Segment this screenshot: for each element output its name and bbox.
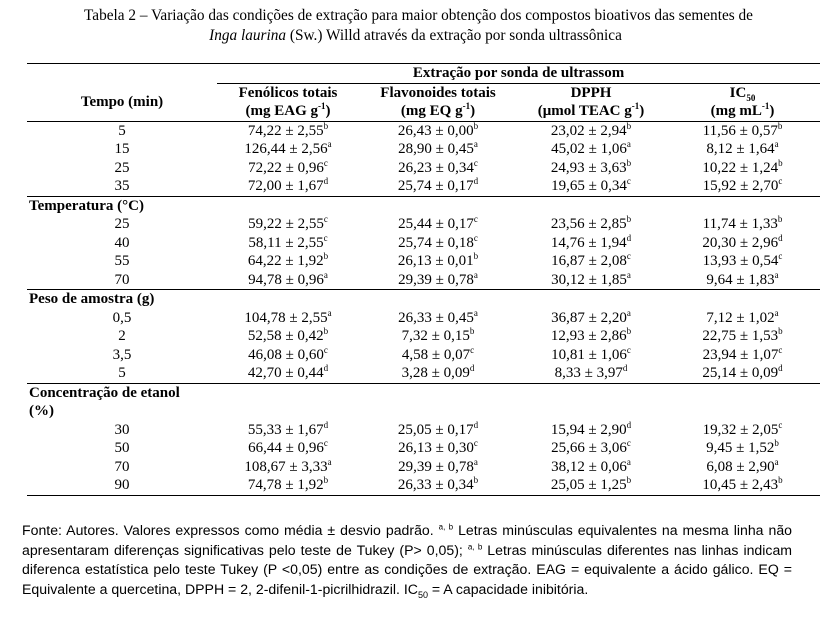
cell-value: 42,70 ± 0,44 — [247, 365, 324, 382]
cell-value: 9,64 ± 1,83 — [706, 271, 775, 288]
cell-letter: a — [774, 456, 779, 467]
cell-value: 4,58 ± 0,07 — [401, 346, 471, 363]
cell-value: 10,81 ± 1,06 — [551, 346, 627, 363]
cell-value: 52,58 ± 0,42 — [247, 328, 324, 345]
cell-letter: c — [626, 251, 631, 262]
table-cell — [359, 327, 517, 346]
cell-value: 25,05 ± 0,17 — [397, 421, 474, 438]
table-row — [27, 140, 820, 159]
cell-letter: c — [626, 438, 631, 449]
cell-value: 24,93 ± 3,63 — [550, 159, 627, 176]
col-header-flavonoids: Flavonoides totais — [380, 84, 496, 101]
cell-letter: d — [626, 232, 632, 243]
row-label: 70 — [114, 458, 130, 475]
table-cell — [665, 271, 820, 290]
header-blank — [27, 64, 217, 84]
cell-letter: d — [778, 363, 783, 374]
table-cell — [217, 309, 359, 328]
row-label: 5 — [118, 122, 126, 139]
table-cell — [359, 140, 517, 159]
row-label: 2 — [118, 328, 126, 345]
row-label: 90 — [27, 476, 217, 495]
table-row — [27, 121, 820, 140]
cell-value: 9,45 ± 1,52 — [706, 440, 775, 457]
cell-value: 108,67 ± 3,33 — [244, 458, 328, 475]
caption-line-1: Tabela 2 – Variação das condições de extração para maior obtenção dos compostos bioativos das sementes de — [84, 7, 753, 24]
table-cell — [359, 252, 517, 271]
cell-value: 3,28 ± 0,09 — [401, 365, 470, 382]
table-cell — [665, 327, 820, 346]
cell-value: 8,33 ± 3,97 — [554, 365, 623, 382]
table-cell — [217, 346, 359, 365]
cell-value: 26,43 ± 0,00 — [397, 122, 474, 139]
table-cell — [217, 476, 359, 495]
table-row — [27, 234, 820, 253]
cell-value: 45,02 ± 1,06 — [551, 141, 627, 158]
cell-letter: d — [778, 232, 783, 243]
col-header-time: Tempo (min) — [27, 83, 217, 121]
group-title: Temperatura (°C) — [27, 196, 820, 215]
cell-value: 11,74 ± 1,33 — [702, 216, 778, 233]
cell-letter: c — [473, 214, 478, 225]
table-cell — [665, 364, 820, 383]
cell-letter: c — [778, 419, 783, 430]
table-cell — [665, 346, 820, 365]
table-row — [27, 159, 820, 178]
cell-letter: a — [473, 307, 478, 318]
cell-value: 28,90 ± 0,45 — [398, 141, 474, 158]
table-cell — [217, 271, 359, 290]
col-unit-phenolics: (mg EAG $g^{-1}$) — [217, 102, 359, 121]
cell-letter: b — [626, 475, 632, 486]
table-cell — [217, 121, 359, 140]
table-cell — [517, 271, 665, 290]
row-label: 70 — [114, 271, 130, 288]
group-header-row — [27, 290, 820, 309]
cell-value: 126,44 ± 2,56 — [244, 141, 328, 158]
cell-value: 7,32 ± 0,15 — [401, 328, 470, 345]
cell-letter: b — [777, 120, 783, 131]
table-cell — [517, 140, 665, 159]
table-cell — [217, 234, 359, 253]
table-row — [27, 421, 820, 440]
cell-letter: a — [774, 307, 779, 318]
cell-value: 22,75 ± 1,53 — [702, 328, 779, 345]
group-header-row — [27, 402, 820, 421]
group-header-row — [27, 383, 820, 402]
cell-letter: d — [323, 176, 329, 187]
cell-value: 72,00 ± 1,67 — [247, 178, 324, 195]
cell-value: 23,56 ± 2,85 — [550, 216, 627, 233]
cell-value: 15,94 ± 2,90 — [550, 421, 627, 438]
table-cell — [217, 159, 359, 178]
group-title-continued: (%) — [29, 403, 54, 420]
cell-value: 26,33 ± 0,45 — [398, 309, 474, 326]
table-cell — [359, 439, 517, 458]
row-label: 35 — [114, 178, 130, 195]
row-label: 25 — [114, 216, 130, 233]
cell-value: 94,78 ± 0,96 — [248, 271, 324, 288]
cell-letter: b — [778, 475, 783, 486]
cell-letter: b — [323, 251, 329, 262]
table-row — [27, 252, 820, 271]
cell-letter: d — [622, 363, 628, 374]
cell-letter: d — [626, 419, 632, 430]
table-row — [27, 177, 820, 196]
cell-letter: c — [778, 176, 783, 187]
cell-letter: b — [473, 120, 479, 131]
table-row — [27, 458, 820, 477]
table-row — [27, 309, 820, 328]
table-cell — [517, 252, 665, 271]
cell-letter: c — [323, 157, 328, 168]
cell-value: 38,12 ± 0,06 — [551, 458, 627, 475]
table-cell — [217, 458, 359, 477]
table-cell — [517, 346, 665, 365]
cell-value: 66,44 ± 0,96 — [248, 440, 324, 457]
cell-letter: a — [626, 307, 631, 318]
table-cell — [665, 421, 820, 440]
row-label: 50 — [114, 440, 130, 457]
cell-value: 12,93 ± 2,86 — [550, 328, 627, 345]
cell-letter: c — [778, 251, 783, 262]
table-cell — [665, 439, 820, 458]
table-cell — [665, 234, 820, 253]
col-header-ic50: $IC_{50}$ — [729, 84, 756, 103]
cell-letter: a — [323, 269, 328, 280]
table-cell — [665, 177, 820, 196]
table-cell — [517, 364, 665, 383]
table-cell — [359, 364, 517, 383]
cell-letter: a — [626, 139, 631, 150]
cell-value: 13,93 ± 0,54 — [702, 253, 779, 270]
cell-letter: c — [323, 344, 328, 355]
table-cell — [517, 177, 665, 196]
results-table — [27, 63, 820, 496]
group-title: Concentração de etanol — [27, 383, 820, 402]
cell-value: 25,44 ± 0,17 — [398, 216, 474, 233]
table-cell — [359, 309, 517, 328]
caption-species: Inga laurina — [209, 27, 287, 44]
cell-letter: b — [626, 120, 632, 131]
col-unit-flavonoids: (mg EQ $g^{-1}$) — [359, 102, 517, 121]
cell-value: 25,66 ± 3,06 — [551, 440, 627, 457]
table-row — [27, 439, 820, 458]
cell-value: 10,22 ± 1,24 — [702, 159, 779, 176]
cell-value: 55,33 ± 1,67 — [247, 421, 324, 438]
cell-value: 59,22 ± 2,55 — [248, 216, 324, 233]
cell-letter: d — [323, 363, 329, 374]
cell-value: 25,74 ± 0,18 — [398, 234, 474, 251]
cell-value: 36,87 ± 2,20 — [551, 309, 627, 326]
cell-value: 46,08 ± 0,60 — [248, 346, 324, 363]
cell-letter: a — [327, 139, 332, 150]
caption-line-2-rest: (Sw.) Willd através da extração por sonda ultrassônica — [286, 27, 622, 44]
table-cell — [665, 121, 820, 140]
group-title: Peso de amostra (g) — [27, 290, 820, 309]
cell-value: 7,12 ± 1,02 — [706, 309, 775, 326]
row-label: 15 — [114, 141, 130, 158]
cell-letter: d — [473, 419, 479, 430]
col-header-phenolics: Fenólicos totais — [238, 84, 338, 101]
table-cell — [665, 476, 820, 495]
cell-value: 26,13 ± 0,01 — [397, 253, 474, 270]
table-footnote: Fonte: Autores. Valores expressos como média ± desvio padrão. $^{a, b}$ Letras minúsculas equivalentes na mesma linha não apresentaram diferenças significativas pelo teste de Tukey (P> 0,05); $^{a, b}$ Letras minúsculas diferentes nas linhas indicam diferenca estatística pelo teste Tukey (P <0,05) entre as condições de extração. EAG = equivalente a ácido gálico. EQ = Equivalente a quercetina, DPPH = 2, 2-difenil-1-picrilhidrazil. $IC_{50} = A$ capacidade inibitória. — [22, 522, 793, 600]
table-cell — [517, 439, 665, 458]
cell-letter: c — [473, 157, 478, 168]
cell-value: 25,05 ± 1,25 — [550, 477, 627, 494]
cell-value: 19,32 ± 2,05 — [702, 421, 779, 438]
table-cell — [359, 121, 517, 140]
cell-value: 64,22 ± 1,92 — [247, 253, 324, 270]
cell-letter: c — [626, 176, 631, 187]
table-cell — [517, 458, 665, 477]
cell-letter: c — [323, 232, 328, 243]
table-cell — [217, 439, 359, 458]
cell-value: 30,12 ± 1,85 — [551, 271, 627, 288]
cell-letter: d — [323, 419, 329, 430]
table-cell — [217, 421, 359, 440]
cell-letter: d — [469, 363, 475, 374]
table-cell — [217, 327, 359, 346]
table-cell — [517, 421, 665, 440]
cell-letter: b — [777, 214, 783, 225]
cell-letter: c — [626, 344, 631, 355]
table-cell — [517, 309, 665, 328]
cell-letter: c — [323, 214, 328, 225]
cell-value: 104,78 ± 2,55 — [244, 309, 328, 326]
cell-letter: a — [473, 456, 478, 467]
cell-value: 26,23 ± 0,34 — [398, 159, 474, 176]
cell-value: 6,08 ± 2,90 — [706, 458, 775, 475]
cell-value: 23,94 ± 1,07 — [702, 346, 779, 363]
cell-letter: d — [473, 176, 479, 187]
table-row — [27, 215, 820, 234]
cell-letter: b — [778, 157, 783, 168]
cell-value: 26,13 ± 0,30 — [398, 440, 474, 457]
table-cell — [517, 476, 665, 495]
cell-letter: b — [626, 214, 632, 225]
cell-letter: b — [473, 475, 479, 486]
row-label: 0,5 — [112, 309, 132, 326]
cell-value: 15,92 ± 2,70 — [702, 178, 779, 195]
table-cell — [517, 159, 665, 178]
cell-letter: a — [327, 456, 332, 467]
group-header-row — [27, 196, 820, 215]
row-label: 3,5 — [112, 346, 132, 363]
cell-letter: b — [323, 326, 329, 337]
cell-letter: a — [774, 269, 779, 280]
cell-letter: a — [774, 139, 779, 150]
table-cell — [217, 140, 359, 159]
cell-value: 8,12 ± 1,64 — [706, 141, 775, 158]
row-label: 55 — [114, 253, 130, 270]
cell-value: 25,14 ± 0,09 — [702, 365, 779, 382]
table-cell — [665, 140, 820, 159]
cell-value: 72,22 ± 0,96 — [248, 159, 324, 176]
cell-value: 20,30 ± 2,96 — [702, 234, 779, 251]
cell-value: 29,39 ± 0,78 — [398, 458, 474, 475]
table-cell — [359, 234, 517, 253]
cell-letter: b — [323, 475, 329, 486]
table-cell — [665, 215, 820, 234]
table-cell — [517, 234, 665, 253]
table-row — [27, 327, 820, 346]
table-cell — [359, 476, 517, 495]
table-cell — [217, 177, 359, 196]
row-label: 5 — [118, 365, 126, 382]
table-cell — [359, 458, 517, 477]
col-unit-ic50: (mg $mL^{-1}$) — [665, 102, 820, 121]
cell-letter: c — [473, 438, 478, 449]
table-caption — [0, 6, 831, 46]
cell-value: 10,45 ± 2,43 — [702, 477, 779, 494]
cell-value: 16,87 ± 2,08 — [551, 253, 627, 270]
table-cell — [217, 215, 359, 234]
cell-value: 19,65 ± 0,34 — [551, 178, 627, 195]
table-cell — [665, 159, 820, 178]
cell-value: 29,39 ± 0,78 — [398, 271, 474, 288]
col-unit-dpph: (μmol TEAC $g^{-1}$) — [517, 102, 665, 121]
cell-value: 23,02 ± 2,94 — [550, 122, 627, 139]
table-cell — [517, 215, 665, 234]
table-header — [27, 64, 820, 122]
table-cell — [359, 346, 517, 365]
cell-letter: a — [473, 269, 478, 280]
cell-value: 74,22 ± 2,55 — [247, 122, 324, 139]
table-cell — [517, 327, 665, 346]
cell-letter: b — [778, 326, 783, 337]
table-cell — [359, 215, 517, 234]
cell-letter: a — [327, 307, 332, 318]
cell-letter: b — [473, 251, 479, 262]
table-row — [27, 364, 820, 383]
cell-value: 11,56 ± 0,57 — [702, 122, 778, 139]
cell-value: 25,74 ± 0,17 — [397, 178, 474, 195]
table-cell — [665, 252, 820, 271]
table-body — [27, 121, 820, 495]
row-label: 25 — [114, 159, 130, 176]
table-cell — [359, 159, 517, 178]
cell-letter: b — [626, 157, 632, 168]
cell-value: 26,33 ± 0,34 — [397, 477, 474, 494]
col-header-dpph: DPPH — [570, 84, 612, 101]
row-label: 30 — [114, 421, 130, 438]
table-cell — [217, 364, 359, 383]
table-cell — [517, 121, 665, 140]
cell-letter: c — [778, 344, 783, 355]
table-cell — [359, 421, 517, 440]
cell-letter: b — [323, 120, 329, 131]
cell-letter: c — [323, 438, 328, 449]
cell-value: 58,11 ± 2,55 — [248, 234, 324, 251]
super-header: Extração por sonda de ultrassom — [217, 64, 820, 84]
table-cell — [359, 271, 517, 290]
cell-letter: a — [473, 139, 478, 150]
cell-letter: a — [626, 456, 631, 467]
cell-value: 14,76 ± 1,94 — [550, 234, 627, 251]
cell-value: 74,78 ± 1,92 — [247, 477, 324, 494]
table-cell — [217, 252, 359, 271]
cell-letter: c — [473, 232, 478, 243]
table-cell — [359, 177, 517, 196]
cell-letter: c — [470, 344, 475, 355]
table-cell — [665, 458, 820, 477]
table-cell — [665, 309, 820, 328]
table-row — [27, 346, 820, 365]
cell-letter: b — [469, 326, 475, 337]
row-label: 40 — [114, 234, 130, 251]
table-row — [27, 476, 820, 495]
cell-letter: b — [626, 326, 632, 337]
cell-letter: a — [626, 269, 631, 280]
table-row — [27, 271, 820, 290]
cell-letter: b — [774, 438, 779, 449]
caption-line-2 — [0, 26, 831, 46]
